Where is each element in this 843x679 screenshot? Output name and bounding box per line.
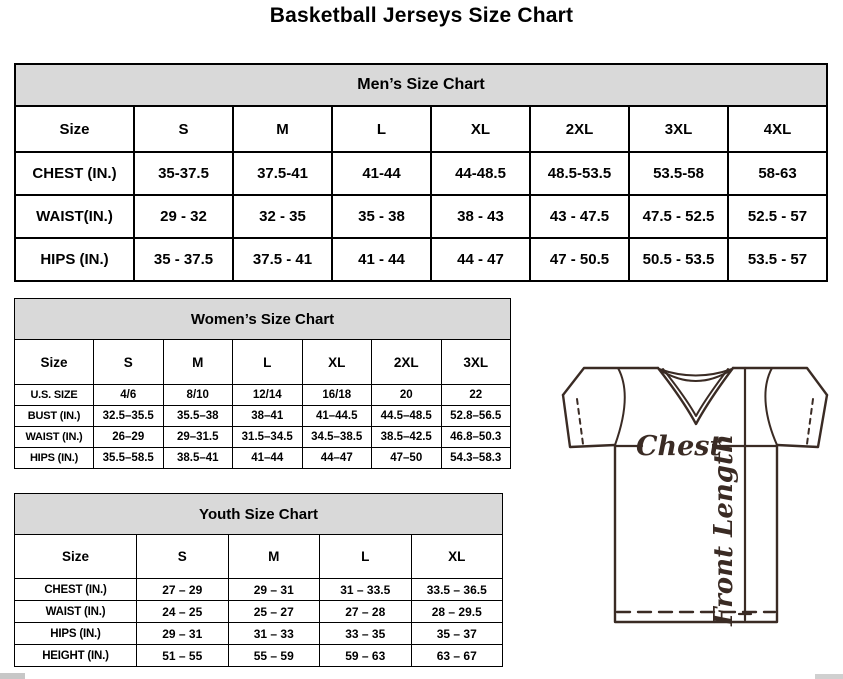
column-header: 4XL <box>728 106 827 152</box>
row-label: WAIST (IN.) <box>15 427 94 448</box>
cell: 53.5-58 <box>629 152 728 195</box>
cell: 58-63 <box>728 152 827 195</box>
cell: 55 – 59 <box>228 645 320 667</box>
youth-table-title: Youth Size Chart <box>15 494 503 535</box>
column-header: L <box>233 340 303 385</box>
cell: 63 – 67 <box>411 645 503 667</box>
column-header: XL <box>302 340 372 385</box>
row-label: BUST (IN.) <box>15 406 94 427</box>
cell: 37.5-41 <box>233 152 332 195</box>
row-label: HEIGHT (IN.) <box>15 645 137 667</box>
cell: 44–47 <box>302 448 372 469</box>
table-row <box>15 238 827 281</box>
cell: 27 – 29 <box>137 579 229 601</box>
cell: 4/6 <box>94 385 164 406</box>
cell: 31.5–34.5 <box>233 427 303 448</box>
table-row <box>15 385 511 406</box>
cell: 37.5 - 41 <box>233 238 332 281</box>
cell: 35 - 37.5 <box>134 238 233 281</box>
column-header: M <box>228 535 320 579</box>
column-header: S <box>94 340 164 385</box>
column-header: S <box>134 106 233 152</box>
cell: 53.5 - 57 <box>728 238 827 281</box>
cell: 20 <box>372 385 442 406</box>
table-row <box>15 623 503 645</box>
cell: 26–29 <box>94 427 164 448</box>
cell: 46.8–50.3 <box>441 427 511 448</box>
row-label: U.S. SIZE <box>15 385 94 406</box>
cell: 32 - 35 <box>233 195 332 238</box>
cell: 28 – 29.5 <box>411 601 503 623</box>
cell: 32.5–35.5 <box>94 406 164 427</box>
column-header: Size <box>15 340 94 385</box>
cell: 44.5–48.5 <box>372 406 442 427</box>
cell: 48.5-53.5 <box>530 152 629 195</box>
column-header: S <box>137 535 229 579</box>
table-row <box>15 152 827 195</box>
page-title: Basketball Jerseys Size Chart <box>269 4 574 27</box>
cell: 44-48.5 <box>431 152 530 195</box>
cell: 27 – 28 <box>320 601 412 623</box>
jersey-right-shoulder-outline <box>733 368 827 395</box>
row-label: HIPS (IN.) <box>15 238 134 281</box>
column-header: 3XL <box>441 340 511 385</box>
cell: 29 – 31 <box>228 579 320 601</box>
table-title-row <box>15 64 827 106</box>
cell: 47 - 50.5 <box>530 238 629 281</box>
cell: 35 – 37 <box>411 623 503 645</box>
table-row <box>15 601 503 623</box>
table-row <box>15 645 503 667</box>
cell: 41 - 44 <box>332 238 431 281</box>
column-header-row <box>15 106 827 152</box>
cell: 59 – 63 <box>320 645 412 667</box>
jersey-left-sleeve <box>563 395 615 447</box>
column-header: XL <box>431 106 530 152</box>
column-header: XL <box>411 535 503 579</box>
cell: 16/18 <box>302 385 372 406</box>
cell: 12/14 <box>233 385 303 406</box>
row-label: WAIST(IN.) <box>15 195 134 238</box>
table-row <box>15 406 511 427</box>
cell: 38 - 43 <box>431 195 530 238</box>
cell: 34.5–38.5 <box>302 427 372 448</box>
cell: 47.5 - 52.5 <box>629 195 728 238</box>
cell: 35 - 38 <box>332 195 431 238</box>
jersey-left-seam <box>615 368 625 445</box>
cropped-edge-fragment <box>0 673 25 679</box>
row-label: CHEST (IN.) <box>15 579 137 601</box>
cell: 44 - 47 <box>431 238 530 281</box>
table-row <box>15 448 511 469</box>
table-row <box>15 579 503 601</box>
cropped-edge-fragment <box>815 674 843 679</box>
cell: 24 – 25 <box>137 601 229 623</box>
left-cuff-dashed-line <box>577 399 583 444</box>
cell: 22 <box>441 385 511 406</box>
front-length-label: Front Length <box>709 434 739 626</box>
chest-label: Chest <box>636 431 722 462</box>
cell: 54.3–58.3 <box>441 448 511 469</box>
table-row <box>15 195 827 238</box>
cell: 43 - 47.5 <box>530 195 629 238</box>
cell: 29 - 32 <box>134 195 233 238</box>
jersey-right-seam <box>765 368 777 445</box>
column-header: M <box>233 106 332 152</box>
column-header: 3XL <box>629 106 728 152</box>
table-title-row <box>15 494 503 535</box>
jersey-left-shoulder-outline <box>563 368 658 395</box>
cell: 25 – 27 <box>228 601 320 623</box>
youth-size-table <box>14 493 503 667</box>
cell: 38–41 <box>233 406 303 427</box>
womens-size-table <box>14 298 511 469</box>
cell: 41–44 <box>233 448 303 469</box>
table-row <box>15 427 511 448</box>
column-header: M <box>163 340 233 385</box>
row-label: WAIST (IN.) <box>15 601 137 623</box>
row-label: CHEST (IN.) <box>15 152 134 195</box>
right-cuff-dashed-line <box>807 399 813 444</box>
cell: 31 – 33.5 <box>320 579 412 601</box>
row-label: HIPS (IN.) <box>15 623 137 645</box>
cell: 41–44.5 <box>302 406 372 427</box>
column-header: L <box>320 535 412 579</box>
mens-size-table <box>14 63 828 282</box>
cell: 38.5–41 <box>163 448 233 469</box>
jersey-measurement-diagram <box>556 358 838 630</box>
cell: 51 – 55 <box>137 645 229 667</box>
cell: 29 – 31 <box>137 623 229 645</box>
cell: 41-44 <box>332 152 431 195</box>
cell: 33.5 – 36.5 <box>411 579 503 601</box>
row-label: HIPS (IN.) <box>15 448 94 469</box>
cell: 8/10 <box>163 385 233 406</box>
mens-table-title: Men’s Size Chart <box>15 64 827 106</box>
cell: 47–50 <box>372 448 442 469</box>
jersey-right-sleeve <box>777 395 827 447</box>
cell: 35-37.5 <box>134 152 233 195</box>
table-title-row <box>15 299 511 340</box>
column-header-row <box>15 340 511 385</box>
cell: 50.5 - 53.5 <box>629 238 728 281</box>
column-header: 2XL <box>530 106 629 152</box>
cell: 52.8–56.5 <box>441 406 511 427</box>
column-header: Size <box>15 106 134 152</box>
column-header: L <box>332 106 431 152</box>
cell: 31 – 33 <box>228 623 320 645</box>
cell: 29–31.5 <box>163 427 233 448</box>
cell: 33 – 35 <box>320 623 412 645</box>
column-header: Size <box>15 535 137 579</box>
jersey-body <box>615 445 777 622</box>
cell: 35.5–58.5 <box>94 448 164 469</box>
column-header-row <box>15 535 503 579</box>
womens-table-title: Women’s Size Chart <box>15 299 511 340</box>
cell: 35.5–38 <box>163 406 233 427</box>
column-header: 2XL <box>372 340 442 385</box>
cell: 38.5–42.5 <box>372 427 442 448</box>
cell: 52.5 - 57 <box>728 195 827 238</box>
